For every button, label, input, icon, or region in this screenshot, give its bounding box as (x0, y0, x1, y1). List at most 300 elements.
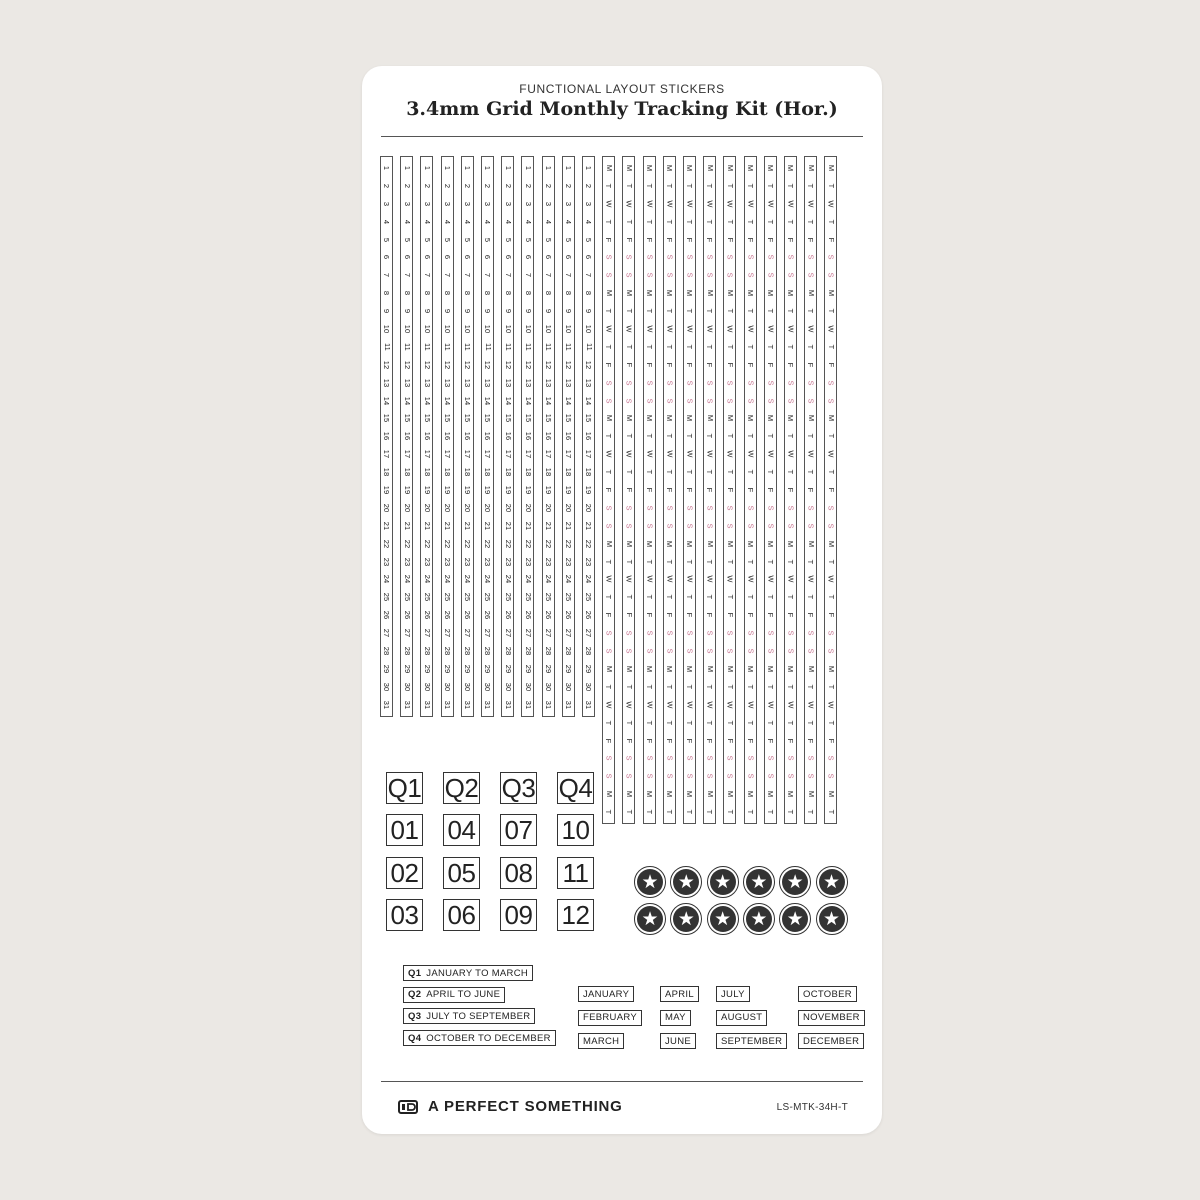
weekday-letter: W (766, 325, 776, 333)
weekday-letter: S (685, 254, 695, 260)
weekday-letter: T (786, 344, 796, 350)
day-number: 17 (543, 450, 553, 459)
day-number: 16 (483, 432, 493, 441)
weekday-letter: T (826, 720, 836, 725)
weekday-letter: W (806, 325, 816, 333)
day-number: 2 (422, 183, 432, 188)
weekday-letter: T (766, 684, 776, 690)
weekday-letter: S (725, 523, 735, 529)
day-number: 25 (442, 593, 452, 602)
day-number: 13 (584, 378, 594, 387)
weekday-letter: M (705, 665, 715, 673)
weekday-letter: S (705, 272, 715, 278)
weekday-letter: S (745, 272, 755, 278)
day-number: 8 (463, 291, 473, 296)
weekday-letter: S (725, 505, 735, 511)
weekday-letter: M (644, 164, 654, 172)
weekday-letter: T (644, 308, 654, 314)
weekday-letter: T (624, 344, 634, 350)
day-number: 14 (402, 396, 412, 405)
day-number: 10 (463, 324, 473, 334)
weekday-letter-strip (764, 156, 777, 824)
day-number: 24 (564, 575, 574, 584)
weekday-letter: T (665, 469, 675, 475)
weekday-letter: M (766, 415, 776, 422)
day-number: 6 (503, 255, 513, 260)
weekday-letter: S (604, 505, 614, 511)
day-number: 16 (564, 432, 574, 441)
day-number: 10 (483, 324, 493, 334)
weekday-letter-strip (824, 156, 837, 824)
weekday-letter: T (786, 183, 796, 189)
day-number: 31 (564, 700, 574, 709)
weekday-letter: T (725, 809, 735, 815)
product-code: LS-MTK-34H-T (776, 1102, 848, 1113)
weekday-letter: W (665, 575, 675, 583)
weekday-letter: T (806, 684, 816, 690)
day-number: 13 (503, 378, 513, 387)
day-number: 19 (382, 485, 392, 495)
day-number: 23 (422, 557, 432, 566)
weekday-letter: W (705, 450, 715, 458)
day-number: 19 (442, 485, 452, 495)
day-number: 30 (523, 682, 533, 691)
weekday-letter: S (745, 254, 755, 260)
weekday-letter: T (685, 308, 695, 314)
sheet-title: 3.4mm Grid Monthly Tracking Kit (Hor.) (406, 98, 838, 120)
quarter-code: Q4 (408, 1032, 422, 1044)
day-number: 18 (483, 467, 493, 477)
weekday-letter: S (685, 523, 695, 529)
day-number: 22 (442, 539, 452, 548)
weekday-letter: M (685, 665, 695, 673)
weekday-letter: T (806, 219, 816, 224)
day-number: 26 (402, 611, 412, 620)
day-number-strip (501, 156, 514, 717)
month-label: JULY (716, 986, 750, 1002)
day-number: 10 (543, 324, 553, 334)
weekday-letter: T (624, 720, 634, 725)
weekday-letter: M (786, 665, 796, 673)
weekday-letter: T (725, 344, 735, 350)
weekday-letter: W (604, 200, 614, 208)
weekday-letter: S (644, 523, 654, 529)
weekday-letter: F (624, 738, 634, 743)
weekday-letter: S (624, 380, 634, 386)
month-number-sticker: 09 (500, 899, 537, 931)
weekday-letter: S (604, 755, 614, 761)
day-number: 3 (442, 201, 452, 206)
weekday-letter: T (604, 219, 614, 224)
weekday-letter: W (705, 325, 715, 333)
weekday-letter: S (745, 523, 755, 529)
weekday-letter: M (725, 290, 735, 297)
weekday-letter: M (665, 540, 675, 547)
weekday-letter: M (644, 540, 654, 547)
weekday-letter: T (644, 434, 654, 439)
weekday-letter: T (644, 344, 654, 350)
weekday-letter: F (705, 738, 715, 743)
weekday-letter: S (725, 272, 735, 278)
weekday-letter: W (624, 200, 634, 208)
day-number: 9 (523, 308, 533, 314)
weekday-letter: F (826, 612, 836, 618)
day-number: 14 (382, 396, 392, 405)
day-number: 4 (503, 219, 513, 224)
day-number: 28 (543, 646, 553, 656)
day-number: 7 (483, 273, 493, 278)
day-number: 13 (382, 378, 392, 387)
day-number-strip (521, 156, 534, 717)
day-number: 2 (543, 183, 553, 188)
day-number: 27 (402, 628, 412, 638)
day-number: 3 (564, 201, 574, 206)
day-number: 29 (402, 664, 412, 674)
day-number: 7 (463, 273, 473, 278)
weekday-letter: S (665, 773, 675, 779)
day-number: 29 (483, 664, 493, 674)
weekday-letter: S (705, 505, 715, 511)
quarter-code: Q3 (408, 1010, 422, 1022)
day-number: 6 (584, 255, 594, 260)
weekday-letter: T (685, 559, 695, 564)
weekday-letter: M (806, 540, 816, 547)
day-number: 4 (442, 219, 452, 224)
weekday-letter-strip (744, 156, 757, 824)
month-label: APRIL (660, 986, 699, 1002)
weekday-letter: S (725, 254, 735, 260)
weekday-letter: S (786, 773, 796, 779)
weekday-letter: S (745, 505, 755, 511)
weekday-letter: S (604, 380, 614, 386)
star-icon: ★ (673, 906, 699, 932)
day-number: 8 (483, 291, 493, 296)
weekday-letter: T (685, 219, 695, 224)
day-number: 10 (442, 324, 452, 334)
weekday-letter: F (745, 362, 755, 368)
day-number: 14 (442, 396, 452, 405)
weekday-letter: T (806, 469, 816, 475)
day-number: 16 (422, 432, 432, 441)
day-number: 4 (543, 219, 553, 224)
weekday-letter: S (665, 380, 675, 386)
weekday-letter: S (705, 254, 715, 260)
day-number: 7 (422, 273, 432, 278)
day-number: 26 (584, 611, 594, 620)
day-number: 27 (483, 628, 493, 638)
weekday-letter: T (826, 219, 836, 224)
day-number: 27 (382, 628, 392, 638)
day-number: 10 (422, 324, 432, 334)
day-number: 12 (543, 360, 553, 369)
day-number: 22 (543, 539, 553, 548)
weekday-letter: W (786, 200, 796, 208)
day-number: 10 (382, 324, 392, 334)
day-number: 10 (584, 324, 594, 334)
day-number: 17 (422, 450, 432, 459)
weekday-letter: T (705, 720, 715, 725)
day-number: 28 (382, 646, 392, 656)
weekday-letter: S (806, 398, 816, 404)
weekday-letter: W (745, 450, 755, 458)
weekday-letter: T (705, 308, 715, 314)
month-label: JANUARY (578, 986, 634, 1002)
weekday-letter: T (665, 308, 675, 314)
weekday-letter: T (806, 434, 816, 439)
weekday-letter: T (806, 595, 816, 600)
day-number: 11 (442, 342, 452, 351)
day-number: 10 (523, 324, 533, 334)
day-number: 27 (564, 628, 574, 638)
weekday-letter: T (624, 308, 634, 314)
weekday-letter: S (685, 648, 695, 654)
day-number: 7 (584, 273, 594, 278)
weekday-letter: M (624, 415, 634, 422)
weekday-letter: F (604, 612, 614, 618)
weekday-letter: W (766, 701, 776, 709)
weekday-letter: T (665, 809, 675, 815)
weekday-letter: S (766, 648, 776, 654)
weekday-letter: T (745, 559, 755, 564)
weekday-letter: M (745, 790, 755, 798)
weekday-letter: S (725, 648, 735, 654)
weekday-letter: T (624, 595, 634, 600)
day-number: 5 (442, 237, 452, 242)
weekday-letter: M (604, 665, 614, 673)
weekday-letter: T (725, 183, 735, 189)
weekday-letter: T (826, 183, 836, 189)
day-number: 15 (564, 414, 574, 423)
day-number: 19 (483, 485, 493, 495)
weekday-letter: T (665, 559, 675, 564)
day-number: 30 (503, 682, 513, 691)
weekday-letter: W (665, 450, 675, 458)
weekday-letter: W (745, 701, 755, 709)
day-number: 2 (402, 183, 412, 188)
day-number: 26 (382, 611, 392, 620)
weekday-letter: M (806, 790, 816, 798)
day-number: 27 (523, 628, 533, 638)
weekday-letter: T (644, 809, 654, 815)
day-number: 24 (422, 575, 432, 584)
weekday-letter: T (725, 684, 735, 690)
day-number: 23 (442, 557, 452, 566)
weekday-letter: F (766, 738, 776, 743)
weekday-letter: T (624, 434, 634, 439)
weekday-letter: M (644, 415, 654, 422)
day-number: 17 (463, 450, 473, 459)
weekday-letter: S (766, 630, 776, 636)
weekday-letter: T (725, 720, 735, 725)
day-number: 5 (382, 237, 392, 242)
day-number: 24 (503, 575, 513, 584)
day-number: 11 (483, 342, 493, 351)
weekday-letter: S (766, 398, 776, 404)
weekday-letter: T (604, 344, 614, 350)
weekday-letter: T (705, 595, 715, 600)
weekday-letter: M (685, 290, 695, 297)
day-number: 31 (442, 700, 452, 709)
weekday-letter: M (624, 540, 634, 547)
weekday-letter: W (604, 450, 614, 458)
weekday-letter: W (665, 325, 675, 333)
weekday-letter: M (766, 540, 776, 547)
weekday-letter: T (705, 344, 715, 350)
weekday-letter: W (685, 701, 695, 709)
weekday-letter: T (766, 183, 776, 189)
day-number: 25 (564, 593, 574, 602)
day-number: 9 (422, 308, 432, 314)
weekday-letter: W (766, 575, 776, 583)
day-number: 2 (442, 183, 452, 188)
day-number: 24 (402, 575, 412, 584)
day-number: 5 (402, 237, 412, 242)
day-number: 21 (463, 521, 473, 530)
weekday-letter: S (624, 755, 634, 761)
weekday-letter: T (786, 219, 796, 224)
day-number: 5 (564, 237, 574, 242)
quarter-range-text: APRIL TO JUNE (426, 989, 501, 1001)
day-number: 19 (463, 485, 473, 495)
day-number: 6 (523, 255, 533, 260)
month-label: MARCH (578, 1033, 624, 1049)
day-number: 18 (463, 467, 473, 477)
day-number: 6 (422, 255, 432, 260)
day-number: 23 (523, 557, 533, 566)
weekday-letter: T (786, 595, 796, 600)
day-number: 7 (503, 273, 513, 278)
weekday-letter: T (745, 809, 755, 815)
day-number: 23 (503, 557, 513, 566)
weekday-letter: S (604, 773, 614, 779)
star-sticker (743, 903, 775, 935)
day-number: 11 (564, 342, 574, 351)
weekday-letter: S (604, 272, 614, 278)
day-number: 11 (523, 342, 533, 351)
day-number: 29 (584, 664, 594, 674)
weekday-letter-strip (663, 156, 676, 824)
weekday-letter: M (725, 790, 735, 798)
quarter-range-text: JANUARY TO MARCH (426, 967, 529, 979)
day-number-strip (380, 156, 393, 717)
weekday-letter: M (826, 790, 836, 798)
weekday-letter: M (826, 415, 836, 422)
day-number: 5 (422, 237, 432, 242)
weekday-letter: F (786, 487, 796, 493)
day-number-strip (562, 156, 575, 717)
weekday-letter: T (685, 183, 695, 189)
day-number: 13 (483, 378, 493, 387)
star-sticker (707, 903, 739, 935)
brand (398, 1098, 623, 1115)
weekday-letter: M (766, 290, 776, 297)
day-number: 17 (523, 450, 533, 459)
day-number: 21 (523, 521, 533, 530)
day-number: 16 (584, 432, 594, 441)
weekday-letter: S (685, 272, 695, 278)
weekday-letter: F (604, 237, 614, 242)
star-icon: ★ (637, 906, 663, 932)
day-number: 2 (463, 183, 473, 188)
day-number: 2 (523, 183, 533, 188)
weekday-letter: W (725, 450, 735, 458)
weekday-letter: F (624, 487, 634, 493)
day-number: 21 (503, 521, 513, 530)
day-number: 9 (503, 308, 513, 314)
weekday-letter: T (644, 183, 654, 189)
weekday-letter: W (624, 701, 634, 709)
weekday-letter: T (766, 469, 776, 475)
weekday-letter: S (624, 272, 634, 278)
day-number: 9 (442, 308, 452, 314)
day-number: 29 (422, 664, 432, 674)
day-number: 27 (442, 628, 452, 638)
weekday-letter: M (786, 415, 796, 422)
weekday-letter: T (604, 720, 614, 725)
weekday-letter: W (826, 450, 836, 458)
day-number: 26 (422, 611, 432, 620)
weekday-letter: S (786, 254, 796, 260)
day-number: 21 (483, 521, 493, 530)
day-number: 10 (503, 324, 513, 334)
weekday-letter: W (705, 575, 715, 583)
day-number: 17 (382, 450, 392, 459)
day-number: 12 (483, 360, 493, 369)
weekday-letter: M (705, 790, 715, 798)
day-number: 29 (523, 664, 533, 674)
day-number: 19 (402, 485, 412, 495)
weekday-letter: W (685, 325, 695, 333)
weekday-letter: S (644, 398, 654, 404)
day-number: 14 (543, 396, 553, 405)
day-number: 1 (503, 165, 513, 171)
weekday-letter: T (644, 595, 654, 600)
day-number: 28 (523, 646, 533, 656)
quarter-range-label (403, 1030, 556, 1046)
weekday-letter: S (685, 380, 695, 386)
day-number: 5 (503, 237, 513, 242)
weekday-letter: W (685, 200, 695, 208)
weekday-letter: W (725, 325, 735, 333)
day-number: 25 (483, 593, 493, 602)
day-number: 15 (483, 414, 493, 423)
sheet-subtitle: FUNCTIONAL LAYOUT STICKERS (519, 82, 725, 96)
day-number: 30 (463, 682, 473, 691)
day-number: 11 (543, 342, 553, 351)
day-number: 12 (442, 360, 452, 369)
weekday-letter: W (705, 200, 715, 208)
day-number: 6 (564, 255, 574, 260)
weekday-letter: F (806, 612, 816, 618)
weekday-letter: F (786, 237, 796, 242)
day-number: 3 (523, 201, 533, 206)
weekday-letter: T (665, 684, 675, 690)
weekday-letter: F (665, 487, 675, 493)
day-number: 19 (584, 485, 594, 495)
weekday-letter: T (665, 344, 675, 350)
day-number: 20 (402, 503, 412, 513)
weekday-letter: S (665, 505, 675, 511)
weekday-letter: M (665, 290, 675, 297)
star-sticker (816, 866, 848, 898)
weekday-letter: F (644, 738, 654, 743)
day-number: 17 (402, 450, 412, 459)
day-number: 20 (503, 503, 513, 513)
day-number: 12 (584, 360, 594, 369)
weekday-letter: T (644, 469, 654, 475)
weekday-letter: F (644, 487, 654, 493)
weekday-letter: T (604, 434, 614, 439)
